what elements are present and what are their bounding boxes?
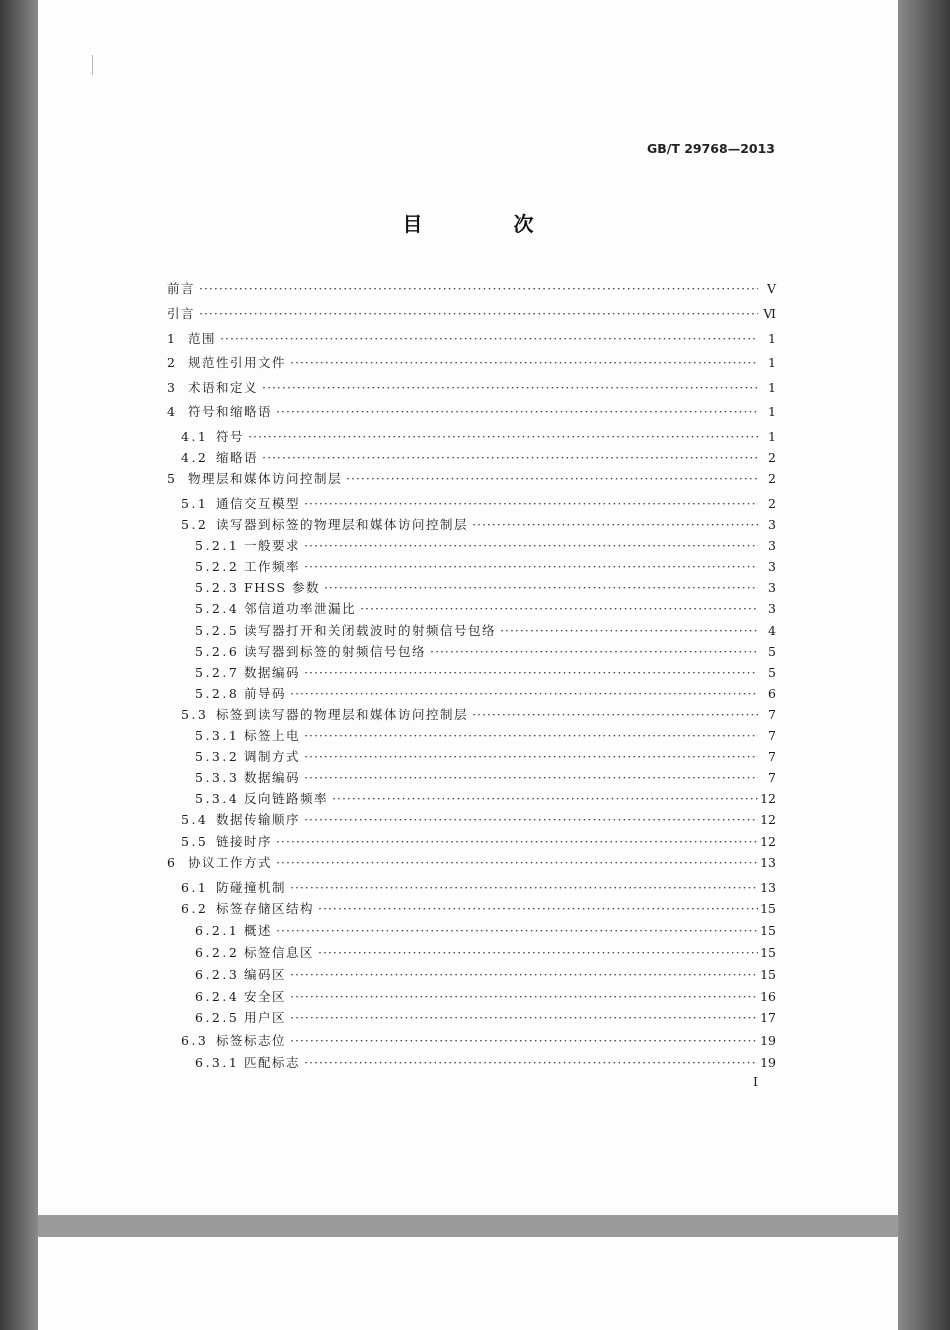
toc-entry-number: 5.2.2	[195, 559, 240, 574]
toc-entry-title: 物理层和媒体访问控制层	[188, 471, 343, 486]
toc-entry-title-wrap	[244, 747, 758, 767]
toc-entry-page: 7	[768, 728, 776, 743]
toc-entry-number: 5.2.8	[195, 686, 240, 701]
toc-entry-title-wrap	[188, 378, 758, 398]
toc-entry-page: 2	[768, 496, 776, 511]
toc-entry[interactable]	[38, 494, 898, 514]
dot-leader	[346, 469, 758, 489]
toc-entry-title: 数据编码	[244, 665, 301, 680]
toc-entry-page: 15	[760, 901, 776, 916]
toc-title: 目 次	[402, 212, 576, 236]
toc-entry-title: 读写器到标签的射频信号包络	[244, 644, 427, 659]
toc-entry-page: 4	[768, 623, 776, 638]
toc-entry-title: 调制方式	[244, 749, 301, 764]
dot-leader	[262, 448, 758, 468]
toc-entry-page: 19	[760, 1033, 776, 1048]
toc-entry[interactable]	[38, 304, 898, 324]
dot-leader	[304, 726, 758, 746]
toc-entry-title: 协议工作方式	[188, 855, 273, 870]
toc-entry-number: 6.2.5	[195, 1010, 240, 1025]
toc-entry-title: 通信交互模型	[216, 496, 301, 511]
toc-entry-title: 数据传输顺序	[216, 812, 301, 827]
toc-entry-title-wrap	[244, 536, 758, 556]
dot-leader	[318, 899, 758, 919]
toc-entry[interactable]	[38, 469, 898, 489]
dot-leader	[304, 557, 758, 577]
toc-entry-title-wrap	[216, 427, 758, 447]
toc-entry-title-wrap	[244, 1008, 758, 1028]
toc-entry-number: 5	[167, 471, 178, 486]
toc-entry-title-wrap	[244, 578, 758, 598]
dot-leader	[472, 515, 758, 535]
toc-entry-title-wrap	[244, 965, 758, 985]
toc-entry-title: 链接时序	[216, 834, 273, 849]
toc-entry-title-wrap	[216, 1031, 758, 1051]
toc-entry-title: 术语和定义	[188, 380, 259, 395]
toc-entry-title: 标签存储区结构	[216, 901, 315, 916]
toc-entry-page: 3	[768, 559, 776, 574]
toc-entry-page: 3	[768, 517, 776, 532]
dot-leader	[290, 987, 758, 1007]
standard-code: GB/T 29768—2013	[646, 141, 775, 156]
dot-leader	[360, 599, 758, 619]
dot-leader	[290, 965, 758, 985]
toc-entry[interactable]	[38, 832, 898, 852]
dot-leader	[304, 536, 758, 556]
page-folio: Ⅰ	[753, 1074, 758, 1089]
toc-entry-title: 一般要求	[244, 538, 301, 553]
toc-entry-page: Ⅵ	[763, 306, 776, 321]
toc-entry[interactable]	[38, 853, 898, 873]
toc-entry-title-wrap	[244, 599, 758, 619]
toc-entry-title: FHSS 参数	[244, 580, 320, 595]
toc-entry-title: 符号和缩略语	[188, 404, 273, 419]
toc-entry[interactable]	[38, 1031, 898, 1051]
toc-entry-number: 5.3.3	[195, 770, 240, 785]
toc-entry-page: 16	[760, 989, 776, 1004]
toc-entry-page: 7	[768, 749, 776, 764]
dot-leader	[220, 329, 758, 349]
toc-entry[interactable]	[38, 448, 898, 468]
toc-entry-number: 6.2.2	[195, 945, 240, 960]
toc-entry[interactable]	[38, 684, 898, 704]
toc-entry-title-wrap	[188, 353, 758, 373]
toc-entry-number: 5.2.1	[195, 538, 240, 553]
toc-entry[interactable]	[38, 1008, 898, 1028]
toc-entry-number: 5.2.3	[195, 580, 240, 595]
toc-entry-number: 3	[167, 380, 178, 395]
toc-entry-page: 19	[760, 1055, 776, 1070]
toc-entry-number: 5.2	[181, 517, 209, 532]
toc-entry-title: 符号	[216, 429, 245, 444]
dot-leader	[276, 832, 758, 852]
dot-leader	[304, 810, 758, 830]
dot-leader	[290, 684, 758, 704]
toc-entry-page: 5	[768, 665, 776, 680]
toc-entry-title-wrap	[244, 684, 758, 704]
toc-entry-number: 6.2	[181, 901, 209, 916]
toc-entry[interactable]	[38, 402, 898, 422]
toc-entry-title-wrap	[244, 789, 758, 809]
toc-entry-title: 编码区	[244, 967, 287, 982]
toc-entry-page: 7	[768, 770, 776, 785]
toc-entry[interactable]	[38, 557, 898, 577]
toc-entry-number: 6	[167, 855, 178, 870]
toc-entry-number: 5.2.7	[195, 665, 240, 680]
toc-entry-title-wrap	[244, 768, 758, 788]
toc-entry[interactable]	[38, 599, 898, 619]
toc-entry-title: 标签上电	[244, 728, 301, 743]
toc-entry-page: 2	[768, 471, 776, 486]
toc-entry[interactable]	[38, 279, 898, 299]
toc-entry-title-wrap	[244, 621, 758, 641]
toc-entry-title: 范围	[188, 331, 217, 346]
toc-entry-title: 匹配标志	[244, 1055, 301, 1070]
toc-entry-page: 6	[768, 686, 776, 701]
toc-entry-title-wrap	[244, 987, 758, 1007]
toc-entry[interactable]	[38, 515, 898, 535]
next-document-page	[38, 1237, 898, 1330]
toc-entry-title-wrap	[188, 853, 758, 873]
toc-entry-page: 1	[768, 429, 776, 444]
toc-entry-title-wrap	[167, 279, 758, 299]
dot-leader	[500, 621, 758, 641]
toc-entry-number: 6.2.1	[195, 923, 240, 938]
toc-entry-page: 15	[760, 945, 776, 960]
toc-entry[interactable]	[38, 810, 898, 830]
toc-entry-title-wrap	[244, 921, 758, 941]
toc-entry-title-wrap	[216, 705, 758, 725]
toc-entry[interactable]	[38, 329, 898, 349]
toc-entry-title: 标签标志位	[216, 1033, 287, 1048]
toc-entry-page: 2	[768, 450, 776, 465]
toc-entry-number: 1	[167, 331, 178, 346]
toc-entry-title-wrap	[244, 943, 758, 963]
toc-entry[interactable]	[38, 536, 898, 556]
dot-leader	[290, 1008, 758, 1028]
toc-entry-page: 13	[760, 880, 776, 895]
toc-entry[interactable]	[38, 921, 898, 941]
toc-entry-number: 5.2.5	[195, 623, 240, 638]
dot-leader	[276, 402, 758, 422]
toc-entry-page: 1	[768, 331, 776, 346]
toc-entry-number: 4.2	[181, 450, 209, 465]
toc-entry-page: 12	[760, 834, 776, 849]
toc-entry-page: 1	[768, 355, 776, 370]
toc-entry-title-wrap	[244, 557, 758, 577]
toc-entry[interactable]	[38, 789, 898, 809]
dot-leader	[304, 747, 758, 767]
dot-leader	[199, 304, 758, 324]
toc-entry-title-wrap	[216, 448, 758, 468]
toc-entry-page: 15	[760, 923, 776, 938]
dot-leader	[276, 921, 758, 941]
toc-entry[interactable]	[38, 987, 898, 1007]
toc-entry[interactable]	[38, 943, 898, 963]
toc-entry[interactable]	[38, 965, 898, 985]
toc-entry[interactable]	[38, 1053, 898, 1073]
dot-leader	[304, 663, 758, 683]
toc-entry-title: 安全区	[244, 989, 287, 1004]
toc-entry[interactable]	[38, 878, 898, 898]
toc-entry-page: 3	[768, 538, 776, 553]
toc-entry-number: 5.3	[181, 707, 209, 722]
toc-entry-title-wrap	[188, 469, 758, 489]
toc-entry-number: 5.1	[181, 496, 209, 511]
toc-entry-page: 13	[760, 855, 776, 870]
toc-entry-title-wrap	[244, 663, 758, 683]
dot-leader	[199, 279, 758, 299]
toc-entry-number: 5.5	[181, 834, 209, 849]
toc-entry-title-wrap	[216, 515, 758, 535]
toc-entry-number: 6.3	[181, 1033, 209, 1048]
toc-entry[interactable]	[38, 578, 898, 598]
toc-entry-page: Ⅴ	[766, 281, 776, 296]
dot-leader	[324, 578, 758, 598]
toc-entry[interactable]	[38, 747, 898, 767]
toc-entry-title: 读写器打开和关闭载波时的射频信号包络	[244, 623, 497, 638]
dot-leader	[290, 878, 758, 898]
toc-entry-page: 12	[760, 812, 776, 827]
toc-entry[interactable]	[38, 378, 898, 398]
dot-leader	[262, 378, 758, 398]
toc-entry[interactable]	[38, 353, 898, 373]
dot-leader	[430, 642, 758, 662]
toc-entry-title: 前导码	[244, 686, 287, 701]
toc-entry-title: 标签到读写器的物理层和媒体访问控制层	[216, 707, 469, 722]
toc-entry-page: 12	[760, 791, 776, 806]
toc-entry-title: 反向链路频率	[244, 791, 329, 806]
toc-entry-title: 数据编码	[244, 770, 301, 785]
toc-entry-page: 1	[768, 380, 776, 395]
toc-entry-page: 7	[768, 707, 776, 722]
dot-leader	[290, 353, 758, 373]
toc-entry-number: 5.4	[181, 812, 209, 827]
toc-entry-number: 6.2.3	[195, 967, 240, 982]
toc-entry[interactable]	[38, 642, 898, 662]
toc-entry-number: 6.2.4	[195, 989, 240, 1004]
toc-entry-number: 6.1	[181, 880, 209, 895]
toc-entry[interactable]	[38, 899, 898, 919]
toc-entry-title: 规范性引用文件	[188, 355, 287, 370]
dot-leader	[304, 494, 758, 514]
dot-leader	[472, 705, 758, 725]
dot-leader	[318, 943, 758, 963]
toc-entry[interactable]	[38, 726, 898, 746]
toc-entry-title-wrap	[167, 304, 758, 324]
toc-entry[interactable]	[38, 705, 898, 725]
toc-entry[interactable]	[38, 427, 898, 447]
toc-entry-number: 5.3.2	[195, 749, 240, 764]
toc-entry-title-wrap	[216, 899, 758, 919]
toc-entry-number: 5.3.4	[195, 791, 240, 806]
toc-entry-page: 5	[768, 644, 776, 659]
toc-entry-title-wrap	[216, 810, 758, 830]
toc-entry-title-wrap	[216, 494, 758, 514]
dot-leader	[248, 427, 758, 447]
toc-entry-title-wrap	[244, 726, 758, 746]
toc-entry-title: 防碰撞机制	[216, 880, 287, 895]
dot-leader	[304, 768, 758, 788]
toc-entry-title: 概述	[244, 923, 273, 938]
toc-entry[interactable]	[38, 663, 898, 683]
toc-entry-title: 邻信道功率泄漏比	[244, 601, 357, 616]
toc-entry-title-wrap	[244, 1053, 758, 1073]
toc-entry-title-wrap	[216, 832, 758, 852]
toc-entry-number: 5.2.4	[195, 601, 240, 616]
toc-entry-number: 4	[167, 404, 178, 419]
toc-entry-page: 17	[760, 1010, 776, 1025]
toc-entry-title: 前言	[167, 281, 196, 296]
toc-entry-page: 3	[768, 580, 776, 595]
toc-entry-number: 4.1	[181, 429, 209, 444]
toc-entry-title: 标签信息区	[244, 945, 315, 960]
toc-entry-title: 用户区	[244, 1010, 287, 1025]
dot-leader	[332, 789, 758, 809]
toc-entry-title: 缩略语	[216, 450, 259, 465]
dot-leader	[276, 853, 758, 873]
dot-leader	[304, 1053, 758, 1073]
toc-entry-title-wrap	[188, 329, 758, 349]
toc-entry-number: 5.3.1	[195, 728, 240, 743]
toc-entry-page: 15	[760, 967, 776, 982]
document-page	[38, 0, 898, 1215]
toc-entry-title-wrap	[244, 642, 758, 662]
dot-leader	[290, 1031, 758, 1051]
toc-entry[interactable]	[38, 768, 898, 788]
toc-entry[interactable]	[38, 621, 898, 641]
toc-entry-number: 6.3.1	[195, 1055, 240, 1070]
page-gap	[38, 1215, 898, 1237]
toc-entry-page: 1	[768, 404, 776, 419]
toc-entry-title: 引言	[167, 306, 196, 321]
toc-entry-title: 工作频率	[244, 559, 301, 574]
toc-entry-number: 2	[167, 355, 178, 370]
toc-entry-page: 3	[768, 601, 776, 616]
toc-entry-number: 5.2.6	[195, 644, 240, 659]
toc-entry-title: 读写器到标签的物理层和媒体访问控制层	[216, 517, 469, 532]
toc-entry-title-wrap	[188, 402, 758, 422]
toc-entry-title-wrap	[216, 878, 758, 898]
scan-mark	[92, 55, 93, 75]
